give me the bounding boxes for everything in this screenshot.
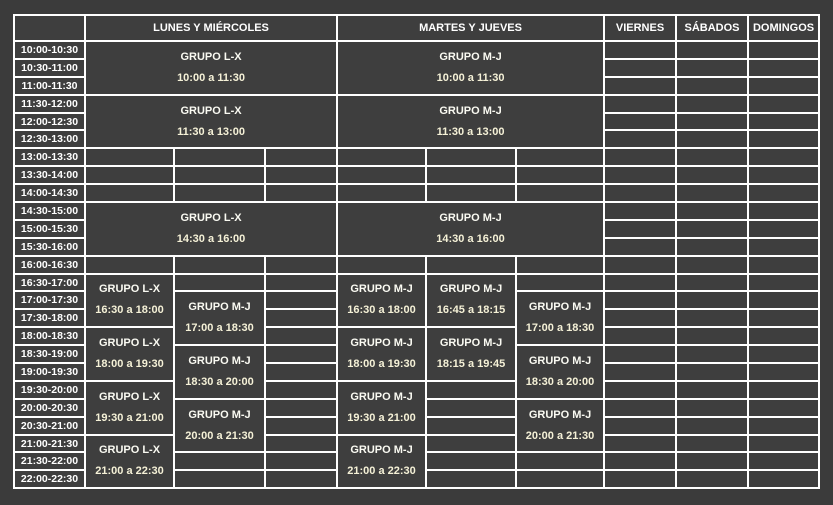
empty-cell <box>265 417 337 435</box>
empty-cell <box>265 309 337 327</box>
empty-cell <box>604 363 676 381</box>
empty-cell <box>748 452 819 470</box>
block-group-name: GRUPO M-J <box>439 283 503 296</box>
block-time-range: 10:00 a 11:30 <box>177 71 245 84</box>
time-slot-label: 10:30-11:00 <box>14 59 85 77</box>
block-group-name: GRUPO M-J <box>528 301 592 314</box>
empty-cell <box>337 166 426 184</box>
empty-cell <box>748 77 819 95</box>
time-slot-label: 20:30-21:00 <box>14 417 85 435</box>
empty-cell <box>426 184 516 202</box>
block-grupo-mj-1930 <box>337 381 426 435</box>
empty-cell <box>748 59 819 77</box>
empty-cell <box>748 95 819 113</box>
empty-cell <box>426 452 516 470</box>
empty-cell <box>604 220 676 238</box>
block-grupo-lx-1000 <box>85 41 337 95</box>
empty-cell <box>604 59 676 77</box>
empty-cell <box>426 381 516 399</box>
block-grupo-mj-1830-lx-col <box>174 345 265 399</box>
block-group-name: GRUPO L-X <box>98 337 161 350</box>
block-time-range: 19:30 a 21:00 <box>95 411 164 424</box>
block-time-range: 16:45 a 18:15 <box>436 304 506 317</box>
empty-cell <box>604 327 676 345</box>
block-group-name: GRUPO M-J <box>350 283 413 296</box>
empty-cell <box>676 345 748 363</box>
empty-cell <box>426 435 516 453</box>
empty-cell <box>604 148 676 166</box>
time-slot-label: 17:00-17:30 <box>14 291 85 309</box>
block-grupo-mj-1000 <box>337 41 604 95</box>
block-grupo-mj-1800 <box>337 327 426 381</box>
empty-cell <box>676 202 748 220</box>
empty-cell <box>604 345 676 363</box>
empty-cell <box>265 184 337 202</box>
block-group-name: GRUPO M-J <box>350 444 413 457</box>
block-grupo-lx-1430 <box>85 202 337 256</box>
empty-cell <box>604 274 676 292</box>
block-time-range: 19:30 a 21:00 <box>347 411 416 424</box>
empty-cell <box>748 417 819 435</box>
block-time-range: 18:30 a 20:00 <box>525 375 595 388</box>
block-grupo-lx-2100 <box>85 435 174 489</box>
block-grupo-mj-1130 <box>337 95 604 149</box>
block-time-range: 11:30 a 13:00 <box>177 125 245 138</box>
empty-cell <box>426 417 516 435</box>
empty-cell <box>748 327 819 345</box>
time-slot-label: 13:00-13:30 <box>14 148 85 166</box>
empty-cell <box>337 184 426 202</box>
empty-cell <box>676 417 748 435</box>
empty-cell <box>265 345 337 363</box>
block-group-name: GRUPO M-J <box>188 408 251 421</box>
block-group-name: GRUPO M-J <box>439 211 502 224</box>
empty-cell <box>516 166 604 184</box>
block-time-range: 17:00 a 18:30 <box>185 322 254 335</box>
header-sabados: SÁBADOS <box>676 15 748 41</box>
time-slot-label: 11:00-11:30 <box>14 77 85 95</box>
header-corner-cell <box>14 15 85 41</box>
empty-cell <box>604 77 676 95</box>
empty-cell <box>676 291 748 309</box>
time-slot-label: 14:00-14:30 <box>14 184 85 202</box>
empty-cell <box>85 166 174 184</box>
block-time-range: 10:00 a 11:30 <box>436 71 505 84</box>
empty-cell <box>265 363 337 381</box>
empty-cell <box>85 256 174 274</box>
empty-cell <box>676 113 748 131</box>
empty-cell <box>516 256 604 274</box>
empty-cell <box>265 256 337 274</box>
empty-cell <box>426 399 516 417</box>
empty-cell <box>604 435 676 453</box>
empty-cell <box>174 148 265 166</box>
empty-cell <box>676 363 748 381</box>
empty-cell <box>604 184 676 202</box>
empty-cell <box>265 327 337 345</box>
block-time-range: 21:00 a 22:30 <box>347 465 416 478</box>
block-grupo-lx-1130 <box>85 95 337 149</box>
empty-cell <box>676 41 748 59</box>
empty-cell <box>676 381 748 399</box>
empty-cell <box>516 148 604 166</box>
block-grupo-mj-1630 <box>337 274 426 328</box>
time-slot-label: 11:30-12:00 <box>14 95 85 113</box>
empty-cell <box>604 166 676 184</box>
time-slot-label: 13:30-14:00 <box>14 166 85 184</box>
empty-cell <box>85 148 174 166</box>
time-slot-label: 18:00-18:30 <box>14 327 85 345</box>
time-slot-label: 10:00-10:30 <box>14 41 85 59</box>
empty-cell <box>265 452 337 470</box>
block-group-name: GRUPO L-X <box>98 444 161 457</box>
empty-cell <box>748 220 819 238</box>
time-slot-label: 14:30-15:00 <box>14 202 85 220</box>
block-group-name: GRUPO M-J <box>188 301 251 314</box>
empty-cell <box>265 274 337 292</box>
header-viernes: VIERNES <box>604 15 676 41</box>
empty-cell <box>85 184 174 202</box>
empty-cell <box>516 184 604 202</box>
block-grupo-mj-2000-mj-col <box>516 399 604 453</box>
header-lunes-miercoles: LUNES Y MIÉRCOLES <box>85 15 337 41</box>
empty-cell <box>748 184 819 202</box>
empty-cell <box>748 130 819 148</box>
empty-cell <box>516 470 604 488</box>
block-time-range: 18:30 a 20:00 <box>185 375 254 388</box>
empty-cell <box>748 113 819 131</box>
weekly-schedule-table <box>13 14 820 489</box>
empty-cell <box>748 345 819 363</box>
empty-cell <box>676 77 748 95</box>
block-grupo-mj-1700-mj-col <box>516 291 604 345</box>
empty-cell <box>748 470 819 488</box>
block-time-range: 18:00 a 19:30 <box>95 358 164 371</box>
empty-cell <box>748 238 819 256</box>
empty-cell <box>426 256 516 274</box>
empty-cell <box>516 274 604 292</box>
block-group-name: GRUPO M-J <box>350 390 413 403</box>
header-martes-jueves: MARTES Y JUEVES <box>337 15 604 41</box>
block-group-name: GRUPO M-J <box>528 408 592 421</box>
empty-cell <box>265 148 337 166</box>
empty-cell <box>604 95 676 113</box>
empty-cell <box>676 399 748 417</box>
empty-cell <box>676 59 748 77</box>
empty-cell <box>516 452 604 470</box>
empty-cell <box>676 148 748 166</box>
block-group-name: GRUPO M-J <box>350 337 413 350</box>
time-slot-label: 16:30-17:00 <box>14 274 85 292</box>
empty-cell <box>604 381 676 399</box>
time-slot-label: 12:30-13:00 <box>14 130 85 148</box>
empty-cell <box>748 363 819 381</box>
empty-cell <box>676 184 748 202</box>
empty-cell <box>748 148 819 166</box>
block-time-range: 11:30 a 13:00 <box>436 125 505 138</box>
block-time-range: 14:30 a 16:00 <box>176 232 246 245</box>
time-slot-label: 15:00-15:30 <box>14 220 85 238</box>
empty-cell <box>426 148 516 166</box>
block-group-name: GRUPO M-J <box>439 337 503 350</box>
time-slot-label: 19:00-19:30 <box>14 363 85 381</box>
empty-cell <box>337 148 426 166</box>
empty-cell <box>748 274 819 292</box>
empty-cell <box>265 435 337 453</box>
empty-cell <box>604 417 676 435</box>
empty-cell <box>604 309 676 327</box>
time-slot-label: 22:00-22:30 <box>14 470 85 488</box>
empty-cell <box>748 41 819 59</box>
block-grupo-mj-2100 <box>337 435 426 489</box>
empty-cell <box>174 452 265 470</box>
empty-cell <box>676 435 748 453</box>
empty-cell <box>174 470 265 488</box>
empty-cell <box>174 166 265 184</box>
empty-cell <box>604 452 676 470</box>
block-time-range: 14:30 a 16:00 <box>436 232 505 245</box>
block-grupo-lx-1930 <box>85 381 174 435</box>
block-group-name: GRUPO L-X <box>98 390 161 403</box>
block-grupo-lx-1630 <box>85 274 174 328</box>
block-time-range: 20:00 a 21:30 <box>525 429 595 442</box>
empty-cell <box>748 435 819 453</box>
empty-cell <box>604 113 676 131</box>
empty-cell <box>676 470 748 488</box>
block-group-name: GRUPO L-X <box>180 104 242 117</box>
block-time-range: 21:00 a 22:30 <box>95 465 164 478</box>
block-time-range: 16:30 a 18:00 <box>95 304 164 317</box>
time-slot-label: 16:00-16:30 <box>14 256 85 274</box>
header-row <box>14 15 819 41</box>
empty-cell <box>174 184 265 202</box>
block-time-range: 18:00 a 19:30 <box>347 358 416 371</box>
empty-cell <box>676 95 748 113</box>
empty-cell <box>265 399 337 417</box>
time-slot-label: 21:30-22:00 <box>14 452 85 470</box>
empty-cell <box>426 470 516 488</box>
empty-cell <box>174 256 265 274</box>
empty-cell <box>604 399 676 417</box>
empty-cell <box>426 166 516 184</box>
block-grupo-mj-1700-lx-col <box>174 291 265 345</box>
empty-cell <box>748 291 819 309</box>
time-slot-label: 15:30-16:00 <box>14 238 85 256</box>
block-group-name: GRUPO L-X <box>180 211 242 224</box>
block-group-name: GRUPO L-X <box>98 283 161 296</box>
header-domingos: DOMINGOS <box>748 15 819 41</box>
block-grupo-mj-1830-mj-col <box>516 345 604 399</box>
block-grupo-mj-1645 <box>426 274 516 328</box>
empty-cell <box>676 327 748 345</box>
time-slot-label: 17:30-18:00 <box>14 309 85 327</box>
time-slot-label: 18:30-19:00 <box>14 345 85 363</box>
empty-cell <box>604 256 676 274</box>
block-group-name: GRUPO L-X <box>180 50 242 63</box>
block-time-range: 20:00 a 21:30 <box>185 429 254 442</box>
empty-cell <box>265 470 337 488</box>
time-slot-label: 12:00-12:30 <box>14 113 85 131</box>
empty-cell <box>604 202 676 220</box>
empty-cell <box>604 41 676 59</box>
empty-cell <box>676 220 748 238</box>
empty-cell <box>676 130 748 148</box>
empty-cell <box>265 166 337 184</box>
block-time-range: 18:15 a 19:45 <box>436 358 506 371</box>
empty-cell <box>676 452 748 470</box>
block-grupo-mj-1430 <box>337 202 604 256</box>
empty-cell <box>748 309 819 327</box>
block-grupo-lx-1800 <box>85 327 174 381</box>
empty-cell <box>676 274 748 292</box>
time-slot-label: 21:00-21:30 <box>14 435 85 453</box>
time-slot-label: 19:30-20:00 <box>14 381 85 399</box>
block-time-range: 17:00 a 18:30 <box>525 322 595 335</box>
block-grupo-mj-2000-lx-col <box>174 399 265 453</box>
block-group-name: GRUPO M-J <box>439 50 502 63</box>
empty-cell <box>676 309 748 327</box>
empty-cell <box>748 256 819 274</box>
empty-cell <box>604 291 676 309</box>
empty-cell <box>604 238 676 256</box>
empty-cell <box>265 291 337 309</box>
block-group-name: GRUPO M-J <box>528 354 592 367</box>
empty-cell <box>337 256 426 274</box>
block-group-name: GRUPO M-J <box>188 354 251 367</box>
empty-cell <box>676 166 748 184</box>
empty-cell <box>748 202 819 220</box>
empty-cell <box>604 470 676 488</box>
empty-cell <box>748 399 819 417</box>
block-time-range: 16:30 a 18:00 <box>347 304 416 317</box>
time-slot-label: 20:00-20:30 <box>14 399 85 417</box>
empty-cell <box>604 130 676 148</box>
empty-cell <box>676 256 748 274</box>
empty-cell <box>676 238 748 256</box>
block-grupo-mj-1815 <box>426 327 516 381</box>
block-group-name: GRUPO M-J <box>439 104 502 117</box>
empty-cell <box>748 381 819 399</box>
empty-cell <box>265 381 337 399</box>
empty-cell <box>748 166 819 184</box>
empty-cell <box>174 274 265 292</box>
